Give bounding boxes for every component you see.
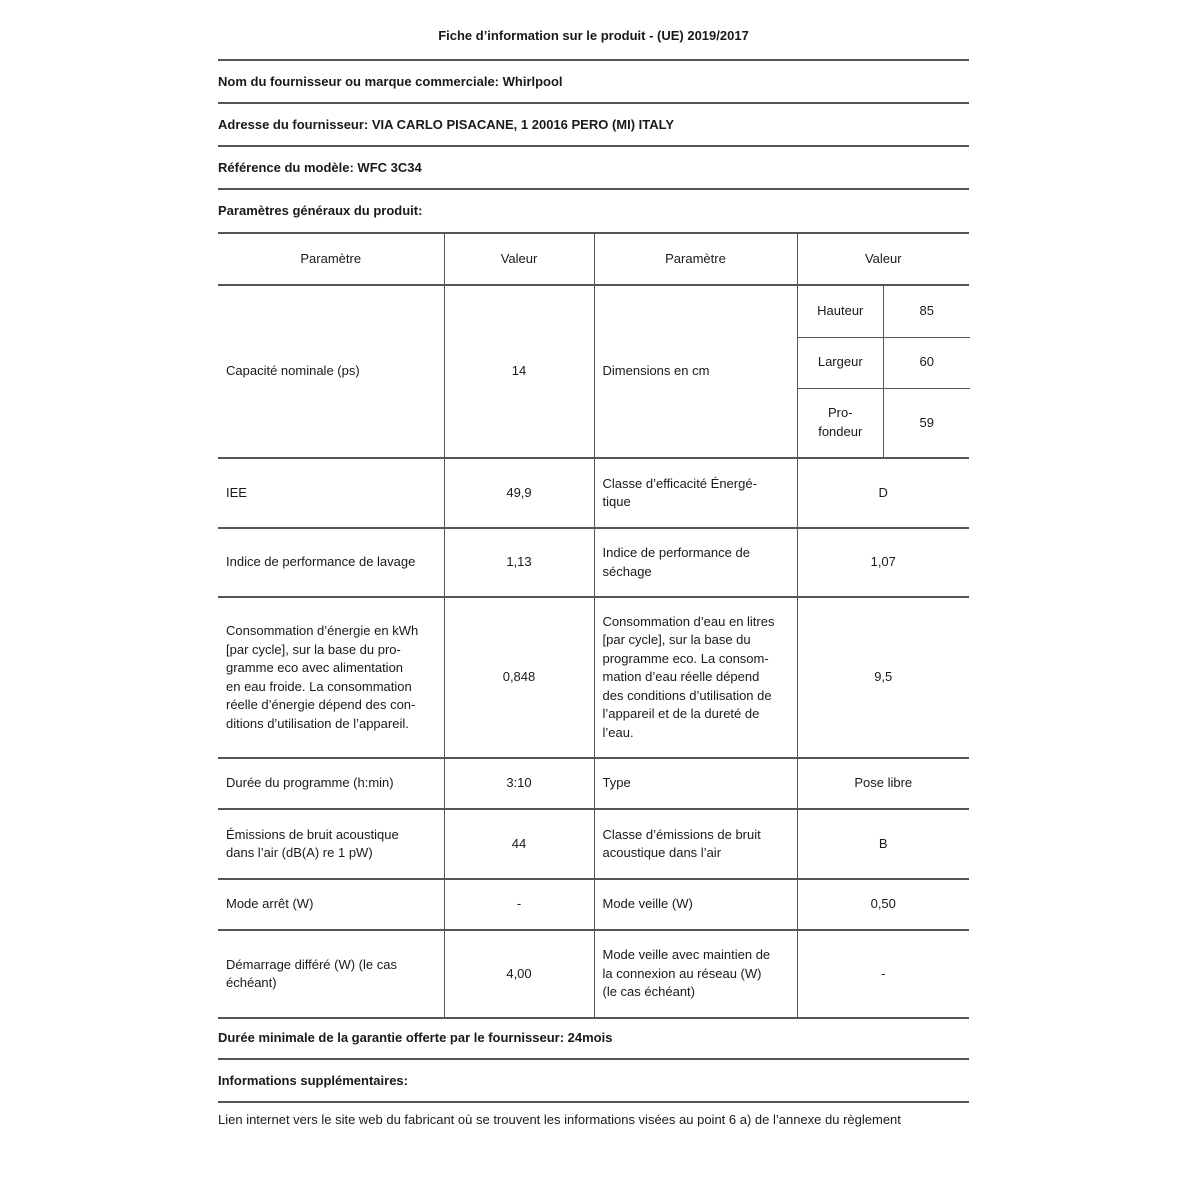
table-row [218, 879, 969, 930]
parameter-value: 3:10 [444, 758, 594, 809]
parameter-label: Capacité nominale (ps) [218, 285, 444, 458]
manufacturer-link-text: Lien internet vers le site web du fabricant où se trouvent les informations visées au point 6 a) de l’annexe du règlement [218, 1112, 901, 1127]
table-row [218, 285, 969, 458]
parameter-label: Mode veille (W) [594, 879, 797, 930]
column-header: Valeur [797, 233, 969, 285]
supplier-address: Adresse du fournisseur: VIA CARLO PISACANE, 1 20016 PERO (MI) ITALY [218, 117, 675, 132]
parameter-value: 0,50 [797, 879, 969, 930]
parameter-value: 44 [444, 809, 594, 879]
table-row [218, 528, 969, 597]
parameter-value: D [797, 458, 969, 528]
table-row [218, 930, 969, 1018]
parameter-value: 9,5 [797, 597, 969, 758]
parameter-label: Indice de performance de lavage [218, 528, 444, 597]
column-header: Valeur [444, 233, 594, 285]
sheet-title: Fiche d’information sur le produit - (UE) 2019/2017 [438, 28, 749, 43]
parameter-label: Durée du programme (h:min) [218, 758, 444, 809]
dimension-row [798, 388, 970, 457]
dimensions-table [798, 286, 970, 457]
dimension-name: Largeur [798, 337, 884, 388]
parameter-value: - [444, 879, 594, 930]
parameter-label: Émissions de bruit acoustique dans l’air (dB(A) re 1 pW) [218, 809, 444, 879]
parameter-label: Dimensions en cm [594, 285, 797, 458]
parameter-label: IEE [218, 458, 444, 528]
table-header-row [218, 233, 969, 285]
parameter-value: - [797, 930, 969, 1018]
parameter-label: Consommation d’énergie en kWh [par cycle], sur la base du pro- gramme eco avec alimentation en eau froide. La consommation réelle d’énergie dépend des con- ditions d’utilisation de l’appareil. [218, 597, 444, 758]
divider [218, 1101, 969, 1103]
parameter-value: 1,13 [444, 528, 594, 597]
parameter-value: B [797, 809, 969, 879]
table-row [218, 458, 969, 528]
parameters-table [218, 232, 969, 1019]
parameter-label: Mode arrêt (W) [218, 879, 444, 930]
dimension-value: 85 [884, 286, 970, 337]
parameter-value: Pose libre [797, 758, 969, 809]
parameter-label: Consommation d’eau en litres [par cycle], sur la base du programme eco. La consom- mation d’eau réelle dépend des conditions d’utilisation de l’appareil et de la dureté de l’eau. [594, 597, 797, 758]
parameter-label: Type [594, 758, 797, 809]
additional-info-heading: Informations supplémentaires: [218, 1073, 408, 1088]
dimension-value: 60 [884, 337, 970, 388]
dimension-name: Pro- fondeur [798, 388, 884, 457]
warranty-info: Durée minimale de la garantie offerte par le fournisseur: 24mois [218, 1030, 613, 1045]
parameter-label: Classe d’efficacité Énergé- tique [594, 458, 797, 528]
parameter-label: Classe d’émissions de bruit acoustique dans l’air [594, 809, 797, 879]
dimension-value: 59 [919, 414, 934, 430]
parameter-value: 1,07 [797, 528, 969, 597]
dimension-row [798, 286, 970, 337]
column-header: Paramètre [218, 233, 444, 285]
supplier-name: Nom du fournisseur ou marque commerciale: Whirlpool [218, 74, 563, 89]
table-row [218, 597, 969, 758]
model-reference: Référence du modèle: WFC 3C34 [218, 160, 422, 175]
parameter-value: 0,848 [444, 597, 594, 758]
general-params-heading: Paramètres généraux du produit: [218, 203, 423, 218]
parameter-label: Mode veille avec maintien de la connexion au réseau (W) (le cas échéant) [594, 930, 797, 1018]
parameter-value: 49,9 [444, 458, 594, 528]
dimension-name: Hauteur [798, 286, 884, 337]
dimension-row [798, 337, 970, 388]
table-row [218, 758, 969, 809]
parameter-label: Indice de performance de séchage [594, 528, 797, 597]
parameter-value: 14 [444, 285, 594, 458]
parameter-value: 4,00 [444, 930, 594, 1018]
table-row [218, 809, 969, 879]
column-header: Paramètre [594, 233, 797, 285]
parameter-label: Démarrage différé (W) (le cas échéant) [218, 930, 444, 1018]
dimensions-cell [797, 285, 969, 458]
